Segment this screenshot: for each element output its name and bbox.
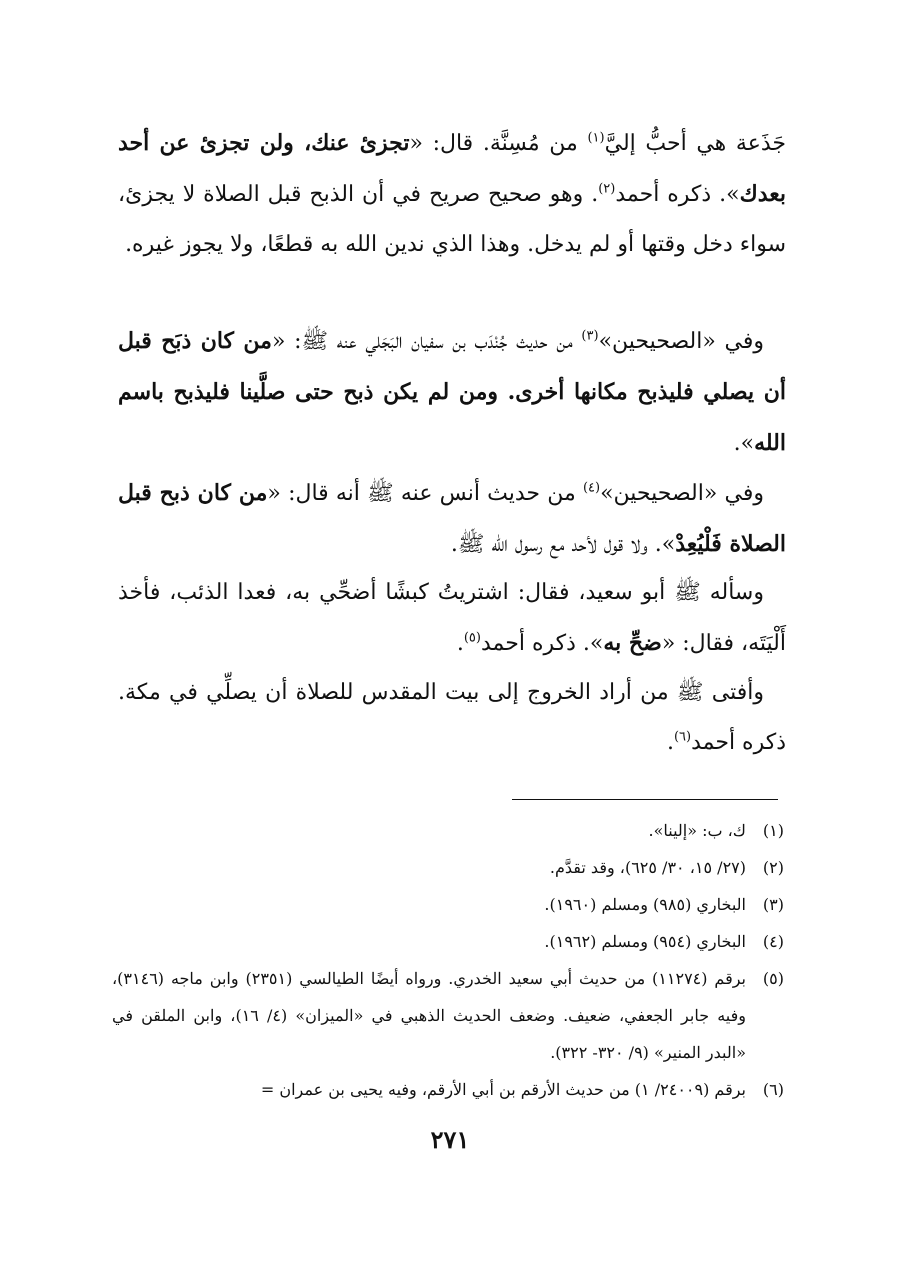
text: من حديث أنس عنه ﷺ أنه قال: « (267, 481, 583, 506)
footnote-ref-6: (٦) (673, 729, 692, 745)
footnote-ref-4: (٤) (582, 480, 601, 496)
hadith-quote: من كان ذبَح قبل أن يصلي فليذبح مكانها أخرى. ومن لم يكن ذبح حتى صلَّينا فليذبح باسم الله (118, 328, 786, 456)
footnote-text: (٢٧/ ١٥، ٣٠/ ٦٢٥)، وقد تقدَّم. (549, 858, 746, 877)
footnote-separator (512, 799, 778, 800)
hadith-quote: تجزئ عنك، ولن تجزئ عن أحد بعدك (118, 130, 786, 207)
text: . (456, 631, 464, 656)
footnotes (112, 812, 784, 1108)
hadith-quote: من كان ذبح قبل الصلاة فَلْيُعِدْ (118, 480, 786, 557)
footnote-text: البخاري (٩٥٤) ومسلم (١٩٦٢). (544, 932, 746, 951)
text: . وهو صحيح صريح في أن الذبح قبل الصلاة لا يجزئ، سواء دخل وقتها أو لم يدخل. وهذا الذي ندين الله به قطعًا، ولا يجوز غيره. (118, 182, 786, 257)
text: جَذَعة هي أحبُّ إليَّ (604, 131, 786, 156)
footnote-ref-3: (٣) (581, 328, 599, 344)
text: ». ولا قول لأحد مع رسول الله ﷺ. (450, 532, 676, 557)
text: ». (733, 431, 755, 456)
footnote-text: برقم (٢٤٠٠٩/ ١) من حديث الأرقم بن أبي الأرقم، وفيه يحيى بن عمران = (260, 1080, 746, 1099)
footnote-4 (112, 923, 784, 960)
hadith-quote: ضحِّ به (603, 630, 662, 656)
footnote-1 (112, 812, 784, 849)
text: وسأله ﷺ أبو سعيد، فقال: اشتريتُ كبشًا أضحِّي به، فعدا الذئب، فأخذ أَلْيَتَه، فقال: « (118, 580, 786, 656)
paragraph-4 (118, 568, 786, 669)
text: وفي «الصحيحين» (598, 329, 764, 354)
footnote-text: برقم (١١٢٧٤) من حديث أبي سعيد الخدري. ورواه أيضًا الطيالسي (٢٣٥١) وابن ماجه (٣١٤٦)، وفيه جابر الجعفي، ضعيف. وضعف الحديث الذهبي في «الميزان» (٤/ ١٦)، وابن الملقن في «البدر المنير» (٩/ ٣٢٠- ٣٢٢). (112, 969, 747, 1062)
footnote-number: (٢) (762, 858, 784, 877)
paragraph-1 (118, 118, 786, 270)
footnote-text: البخاري (٩٨٥) ومسلم (١٩٦٠). (544, 895, 746, 914)
footnote-text: ك، ب: «إلينا». (648, 821, 746, 840)
text: من مُسِنَّة. قال: « (409, 131, 588, 156)
text: وأفتى ﷺ من أراد الخروج إلى بيت المقدس للصلاة أن يصلِّي في مكة. ذكره أحمد (118, 680, 786, 755)
footnote-2 (112, 849, 784, 886)
footnote-number: (٣) (762, 895, 784, 914)
footnote-6 (112, 1071, 784, 1108)
paragraph-5 (118, 668, 786, 768)
footnote-ref-1: (١) (587, 130, 605, 146)
footnote-number: (١) (762, 821, 784, 840)
footnote-number: (٤) (762, 932, 784, 951)
footnote-ref-5: (٥) (463, 630, 481, 646)
paragraph-2 (118, 316, 786, 469)
text: وفي «الصحيحين» (600, 481, 764, 506)
footnote-3 (112, 886, 784, 923)
paragraph-3 (118, 468, 786, 570)
text: . (666, 730, 674, 755)
text: من حديث جُنْدَب بن سفيان البَجَلي عنه ﷺ: « (271, 329, 582, 354)
footnote-number: (٦) (762, 1080, 784, 1099)
page-number: ٢٧١ (430, 1125, 470, 1154)
footnote-number: (٥) (762, 969, 784, 988)
footnote-ref-2: (٢) (598, 181, 616, 197)
footnote-5 (112, 960, 784, 1071)
text: ». ذكره أحمد (480, 631, 604, 656)
text: ». ذكره أحمد (615, 182, 740, 207)
